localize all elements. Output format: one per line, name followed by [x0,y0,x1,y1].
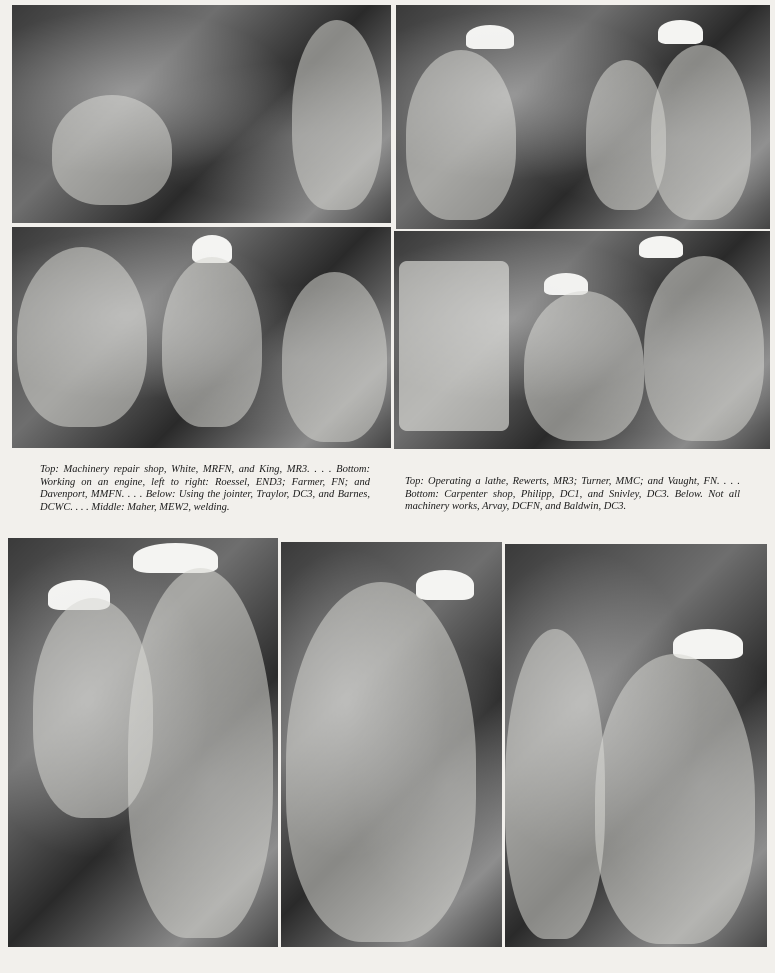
photo-machinery-repair-shop [12,5,391,223]
caption-right: Top: Operating a lathe, Rewerts, MR3; Turner, MMC; and Vaught, FN. . . . Bottom: Carpenter shop, Philipp, DC1, and Snivley, DC3. Below. Not all machinery works, Arvay, DCFN, and Baldwin, DC3. [405,476,740,512]
photo-using-jointer [8,538,278,947]
photo-carpenter-shop [394,231,770,449]
photo-working-on-engine [12,227,391,448]
photo-operating-lathe [396,5,770,229]
photo-machinery-not-working [505,544,767,947]
photo-welding [281,542,502,947]
caption-left: Top: Machinery repair shop, White, MRFN, and King, MR3. . . . Bottom: Working on an engine, left to right: Roessel, END3; Farmer, FN; and Davenport, MMFN. . . . Below: Using the jointer, Traylor, DC3, and Barnes, DCWC. . . . Middle: Maher, MEW2, welding. [40,464,370,513]
